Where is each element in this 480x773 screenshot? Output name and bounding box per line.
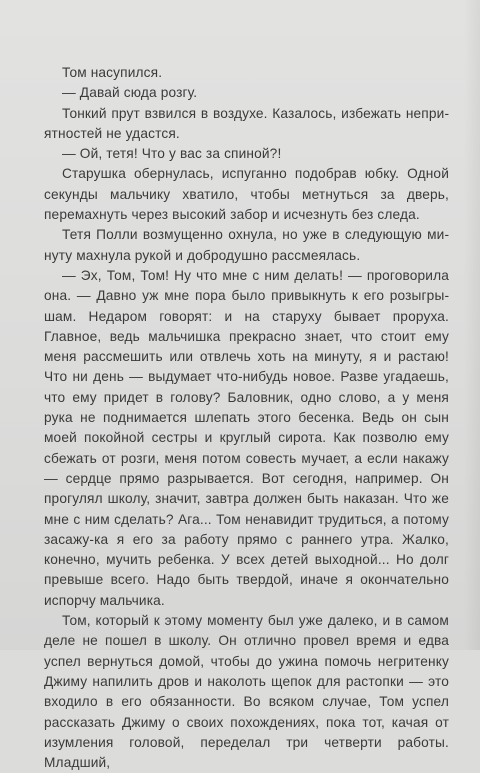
paragraph: — Давай сюда розгу. <box>62 85 198 101</box>
paragraph: Старушка обернулась, испуганно подобрав юбку. Одной секунды мальчику хватило, чтобы метнуться за дверь, перемахнуть через высокий забор и исчезнуть без следа. <box>44 166 449 223</box>
paragraph: Том, который к этому моменту был уже далеко, и в самом деле не пошел в школу. Он отлично провел время и едва успел вернуться домой, чтобы до ужина помочь негритенку Джиму напилить дров и наколоть щепок для растопки — это входило в его обязанности. Во всяком случае, Том успел рассказать Джиму о своих похождениях, пока тот, качая от изумления головой, переделал три четверти работы. Младший, <box>44 613 449 771</box>
paragraph: Том насупился. <box>62 65 163 80</box>
page-edge-shadow <box>464 0 480 650</box>
paragraph: — Эх, Том, Том! Ну что мне с ним делать! — проговорила она. — Давно уж мне пора было привыкнуть к его розыгрышам. Недаром говорят: и на старуху бывает проруха. Главное, ведь мальчишка прекрасно знает, что стоит ему меня рассмешить или отвлечь хоть на минуту, я и растаю! Что ни день — выдумает что-нибудь новое. Разве угадаешь, что ему придет в голову? Баловник, одно слово, а у меня рука не поднимается шлепать этого бесенка. Ведь он сын моей покойной сестры и круглый сирота. Как позволю ему сбежать от розги, меня потом совесть мучает, а если накажу — сердце прямо разрывается. Вот сегодня, например. Он прогулял школу, значит, завтра должен быть наказан. Что же мне с ним сделать? Ага... Том ненавидит трудиться, а потому засажу-ка я его за работу прямо с раннего утра. Жалко, конечно, мучить ребенка. У всех детей выходной... Но долг превыше всего. Надо быть твердой, иначе я окончательно испорчу мальчика. <box>44 267 449 608</box>
paragraph: — Ой, тетя! Что у вас за спиной?! <box>62 146 282 162</box>
page-text <box>44 63 449 773</box>
paragraph: Тетя Полли возмущенно охнула, но уже в следующую минуту махнула рукой и добродушно рассмеялась. <box>44 227 449 263</box>
paragraph: Тонкий прут взвился в воздухе. Казалось, избежать неприятностей не удастся. <box>44 105 449 141</box>
